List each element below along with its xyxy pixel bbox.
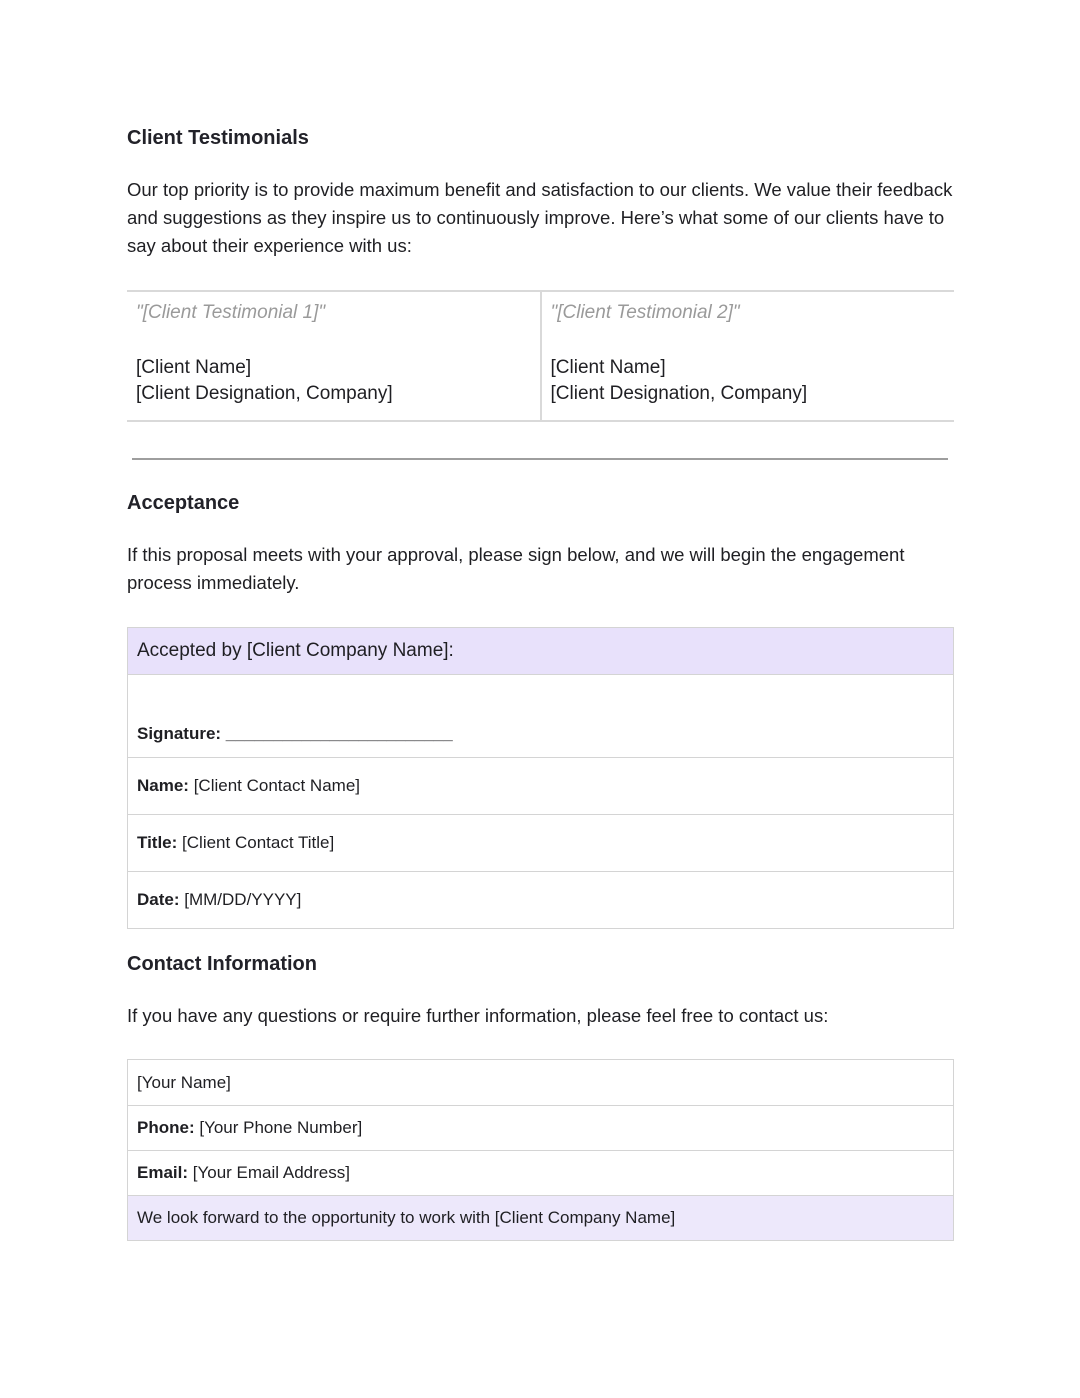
email-value[interactable]: [Your Email Address] [192, 1163, 350, 1182]
testimonial-attribution [136, 355, 393, 407]
testimonial-quote: "[Client Testimonial 2]" [550, 302, 740, 323]
section-divider [132, 458, 948, 460]
testimonials-intro: Our top priority is to provide maximum benefit and satisfaction to our clients. We value their feedback and suggestions as they inspire us to continuously improve. Here’s what some of our clients have to say about their experience with us: [127, 179, 953, 256]
date-label: Date: [137, 890, 180, 909]
date-value[interactable]: [MM/DD/YYYY] [184, 890, 302, 909]
testimonial-cell [127, 292, 540, 420]
testimonials-heading: Client Testimonials [127, 127, 309, 149]
testimonial-cell [540, 292, 955, 420]
signature-label: Signature: [137, 724, 222, 743]
acceptance-heading: Acceptance [127, 492, 240, 514]
name-value[interactable]: [Client Contact Name] [193, 776, 360, 795]
contact-table [127, 1059, 954, 1241]
name-row[interactable] [128, 757, 953, 814]
phone-label: Phone: [137, 1118, 195, 1137]
acceptance-table-header: Accepted by [Client Company Name]: [128, 628, 953, 674]
testimonial-client-designation: [Client Designation, Company] [136, 383, 393, 404]
testimonial-attribution [551, 355, 808, 407]
testimonial-client-name: [Client Name] [550, 357, 666, 378]
signature-line[interactable]: ________________________ [225, 724, 453, 743]
acceptance-table [127, 627, 954, 929]
contact-phone-row [128, 1105, 953, 1150]
name-label: Name: [137, 776, 189, 795]
contact-intro: If you have any questions or require further information, please feel free to contact us: [127, 1005, 829, 1026]
contact-closing: We look forward to the opportunity to work with [Client Company Name] [128, 1195, 953, 1240]
contact-email-row [128, 1150, 953, 1195]
contact-heading: Contact Information [127, 953, 317, 975]
testimonial-quote: "[Client Testimonial 1]" [136, 302, 326, 323]
signature-row[interactable] [128, 674, 953, 757]
title-label: Title: [137, 833, 178, 852]
title-row[interactable] [128, 814, 953, 871]
acceptance-intro: If this proposal meets with your approval, please sign below, and we will begin the engagement process immediately. [127, 544, 905, 593]
contact-your-name: [Your Name] [137, 1072, 231, 1092]
phone-value[interactable]: [Your Phone Number] [199, 1118, 363, 1137]
date-row[interactable] [128, 871, 953, 928]
email-label: Email: [137, 1163, 189, 1182]
title-value[interactable]: [Client Contact Title] [182, 833, 335, 852]
testimonial-client-designation: [Client Designation, Company] [550, 383, 808, 404]
testimonials-table [127, 290, 954, 422]
testimonial-client-name: [Client Name] [136, 357, 252, 378]
